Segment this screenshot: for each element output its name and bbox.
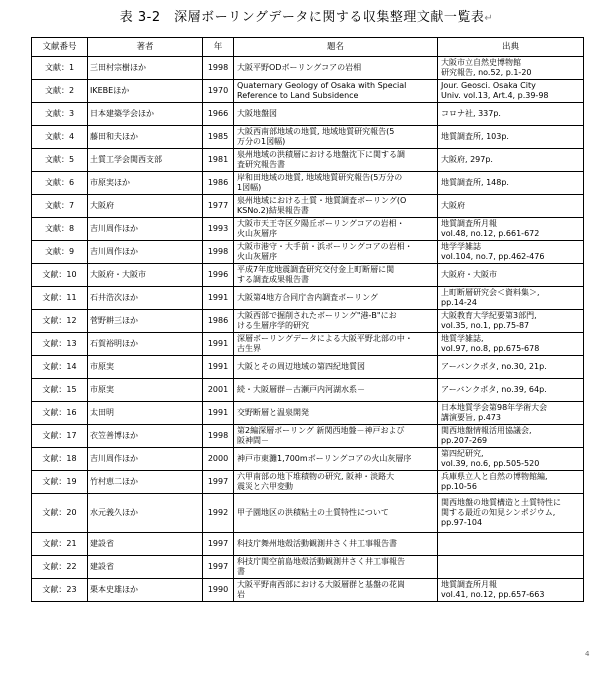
table-row xyxy=(32,241,584,264)
author-cell: 市原実 xyxy=(88,379,203,402)
author-cell: 吉川周作ほか xyxy=(88,448,203,471)
reference-number-cell: 文献：18 xyxy=(32,448,88,471)
table-header-row xyxy=(32,38,584,57)
author-cell: 建設省 xyxy=(88,533,203,556)
source-cell: 地質調査所月報 vol.41, no.12, pp.657-663 xyxy=(438,579,584,602)
header-year: 年 xyxy=(203,38,234,57)
year-cell: 1970 xyxy=(203,80,234,103)
reference-number-cell: 文献：22 xyxy=(32,556,88,579)
source-cell: 地質学雑誌, vol.97, no.8, pp.675-678 xyxy=(438,333,584,356)
source-cell: 大阪府 xyxy=(438,195,584,218)
title-cell: 大阪市天王寺区夕陽丘ボーリングコアの岩相・ 火山灰層序 xyxy=(234,218,438,241)
author-cell: IKEBEほか xyxy=(88,80,203,103)
document-title-text: 表 3-2 深層ボーリングデータに関する収集整理文献一覧表 xyxy=(119,10,485,25)
author-cell: 土質工学会関西支部 xyxy=(88,149,203,172)
title-cell: 大阪市港守・大手前・浜ボーリングコアの岩相・ 火山灰層序 xyxy=(234,241,438,264)
year-cell: 1991 xyxy=(203,402,234,425)
author-cell: 水元義久ほか xyxy=(88,494,203,533)
author-cell: 石賀裕明ほか xyxy=(88,333,203,356)
paragraph-mark-icon: ↵ xyxy=(484,13,494,24)
author-cell: 石井浩次ほか xyxy=(88,287,203,310)
year-cell: 1998 xyxy=(203,241,234,264)
reference-number-cell: 文献：4 xyxy=(32,126,88,149)
title-cell: 大阪第4地方合同庁舎内調査ボーリング xyxy=(234,287,438,310)
year-cell: 2001 xyxy=(203,379,234,402)
source-cell: 大阪教育大学紀要第3部門, vol.35, no.1, pp.75-87 xyxy=(438,310,584,333)
header-title: 題名 xyxy=(234,38,438,57)
table-row xyxy=(32,556,584,579)
table-row xyxy=(32,149,584,172)
table-row xyxy=(32,356,584,379)
reference-number-cell: 文献：12 xyxy=(32,310,88,333)
reference-number-cell: 文献：10 xyxy=(32,264,88,287)
table-row xyxy=(32,579,584,602)
table-row xyxy=(32,80,584,103)
table-row xyxy=(32,287,584,310)
year-cell: 1991 xyxy=(203,333,234,356)
source-cell: 関西地盤情報活用協議会, pp.207-269 xyxy=(438,425,584,448)
year-cell: 2000 xyxy=(203,448,234,471)
reference-number-cell: 文献：2 xyxy=(32,80,88,103)
reference-number-cell: 文献：23 xyxy=(32,579,88,602)
table-row xyxy=(32,310,584,333)
author-cell: 三田村宗樹ほか xyxy=(88,57,203,80)
title-cell: 神戸市東灘1,700mボーリングコアの火山灰層序 xyxy=(234,448,438,471)
reference-number-cell: 文献：7 xyxy=(32,195,88,218)
year-cell: 1981 xyxy=(203,149,234,172)
reference-number-cell: 文献：16 xyxy=(32,402,88,425)
year-cell: 1996 xyxy=(203,264,234,287)
table-row xyxy=(32,494,584,533)
table-row xyxy=(32,402,584,425)
table-row xyxy=(32,533,584,556)
table-row xyxy=(32,264,584,287)
table-row xyxy=(32,471,584,494)
author-cell: 市原実ほか xyxy=(88,172,203,195)
year-cell: 1985 xyxy=(203,126,234,149)
reference-number-cell: 文献：19 xyxy=(32,471,88,494)
table-row xyxy=(32,195,584,218)
table-row xyxy=(32,333,584,356)
year-cell: 1986 xyxy=(203,172,234,195)
author-cell: 大阪府・大阪市 xyxy=(88,264,203,287)
margin-mark: 4 xyxy=(585,650,590,658)
source-cell xyxy=(438,533,584,556)
source-cell: 大阪市立自然史博物館 研究報告, no.52, p.1-20 xyxy=(438,57,584,80)
reference-number-cell: 文献：5 xyxy=(32,149,88,172)
table-row xyxy=(32,379,584,402)
source-cell: Jour. Geosci. Osaka City Univ. vol.13, Art.4, p.39-98 xyxy=(438,80,584,103)
source-cell: 兵庫県立人と自然の博物館編, pp.10-56 xyxy=(438,471,584,494)
source-cell: コロナ社, 337p. xyxy=(438,103,584,126)
source-cell: 大阪府・大阪市 xyxy=(438,264,584,287)
title-cell: 大阪平野ODボーリングコアの岩相 xyxy=(234,57,438,80)
reference-number-cell: 文献：6 xyxy=(32,172,88,195)
title-cell: 大阪西南部地域の地質, 地域地質研究報告(5 万分の1図幅) xyxy=(234,126,438,149)
table-row xyxy=(32,425,584,448)
reference-number-cell: 文献：20 xyxy=(32,494,88,533)
reference-table xyxy=(31,37,584,602)
title-cell: 大阪地盤図 xyxy=(234,103,438,126)
title-cell: 大阪とその周辺地域の第四紀地質図 xyxy=(234,356,438,379)
title-cell: 深層ボーリングデータによる大阪平野北部の中・ 古生界 xyxy=(234,333,438,356)
source-cell: 関西地盤の地質構造と土質特性に 関する最近の知見シンポジウム, pp.97-104 xyxy=(438,494,584,533)
author-cell: 吉川周作ほか xyxy=(88,241,203,264)
source-cell: 上町断層研究会＜資料集＞, pp.14-24 xyxy=(438,287,584,310)
reference-number-cell: 文献：15 xyxy=(32,379,88,402)
title-cell: 泉州地域における土質・地質調査ボーリング(O KSNo.2)結果報告書 xyxy=(234,195,438,218)
author-cell: 日本建築学会ほか xyxy=(88,103,203,126)
year-cell: 1997 xyxy=(203,533,234,556)
author-cell: 吉川周作ほか xyxy=(88,218,203,241)
author-cell: 栗本史雄ほか xyxy=(88,579,203,602)
author-cell: 大阪府 xyxy=(88,195,203,218)
header-reference-number: 文献番号 xyxy=(32,38,88,57)
author-cell: 太田明 xyxy=(88,402,203,425)
title-cell: 泉州地域の洪積層における地盤沈下に関する調 査研究報告書 xyxy=(234,149,438,172)
year-cell: 1990 xyxy=(203,579,234,602)
reference-number-cell: 文献：14 xyxy=(32,356,88,379)
reference-number-cell: 文献：13 xyxy=(32,333,88,356)
year-cell: 1991 xyxy=(203,287,234,310)
title-cell: 交野断層と温泉開発 xyxy=(234,402,438,425)
source-cell: 第四紀研究, vol.39, no.6, pp.505-520 xyxy=(438,448,584,471)
title-cell: 大阪西部で掘削されたボーリング"港-B"にお ける生層序学的研究 xyxy=(234,310,438,333)
source-cell: 大阪府, 297p. xyxy=(438,149,584,172)
table-row xyxy=(32,103,584,126)
author-cell: 竹村恵二ほか xyxy=(88,471,203,494)
title-cell: 六甲南部の地下堆積物の研究, 阪神・淡路大 震災と六甲変動 xyxy=(234,471,438,494)
reference-number-cell: 文献：17 xyxy=(32,425,88,448)
title-cell: 岸和田地域の地質, 地域地質研究報告(5万分の 1図幅) xyxy=(234,172,438,195)
table-row xyxy=(32,172,584,195)
source-cell: 地学学雑誌 vol.104, no.7, pp.462-476 xyxy=(438,241,584,264)
table-row xyxy=(32,448,584,471)
reference-number-cell: 文献：21 xyxy=(32,533,88,556)
author-cell: 衣笠善博ほか xyxy=(88,425,203,448)
title-cell: 続・大阪層群－古瀬戸内河湖水系－ xyxy=(234,379,438,402)
year-cell: 1992 xyxy=(203,494,234,533)
year-cell: 1998 xyxy=(203,57,234,80)
source-cell: 地質調査所, 103p. xyxy=(438,126,584,149)
source-cell: アーバンクボタ, no.30, 21p. xyxy=(438,356,584,379)
year-cell: 1997 xyxy=(203,556,234,579)
year-cell: 1997 xyxy=(203,471,234,494)
author-cell: 藤田和夫ほか xyxy=(88,126,203,149)
year-cell: 1966 xyxy=(203,103,234,126)
document-title xyxy=(0,6,613,25)
source-cell: アーバンクボタ, no.39, 64p. xyxy=(438,379,584,402)
title-cell: 科技庁関空前島地殻活動観測井さく井工事報告 書 xyxy=(234,556,438,579)
source-cell: 日本地質学会第98年学術大会 講演要旨, p.473 xyxy=(438,402,584,425)
author-cell: 市原実 xyxy=(88,356,203,379)
year-cell: 1977 xyxy=(203,195,234,218)
title-cell: 第2編深層ボーリング 新関西地盤－神戸および 阪神間－ xyxy=(234,425,438,448)
reference-number-cell: 文献：1 xyxy=(32,57,88,80)
reference-number-cell: 文献：11 xyxy=(32,287,88,310)
title-cell: 大阪平野南西部における大阪層群と基盤の花崗 岩 xyxy=(234,579,438,602)
year-cell: 1986 xyxy=(203,310,234,333)
source-cell: 地質調査所, 148p. xyxy=(438,172,584,195)
source-cell: 地質調査所月報 vol.48, no.12, p.661-672 xyxy=(438,218,584,241)
title-cell: 平成7年度地震調査研究交付金上町断層に関 する調査成果報告書 xyxy=(234,264,438,287)
table-row xyxy=(32,126,584,149)
year-cell: 1991 xyxy=(203,356,234,379)
title-cell: 甲子園地区の洪積粘土の土質特性について xyxy=(234,494,438,533)
title-cell: 科技庁舞州地殻活動観測井さく井工事報告書 xyxy=(234,533,438,556)
header-author: 著者 xyxy=(88,38,203,57)
source-cell xyxy=(438,556,584,579)
author-cell: 建設省 xyxy=(88,556,203,579)
author-cell: 菅野耕三ほか xyxy=(88,310,203,333)
reference-number-cell: 文献：8 xyxy=(32,218,88,241)
reference-number-cell: 文献：3 xyxy=(32,103,88,126)
year-cell: 1993 xyxy=(203,218,234,241)
year-cell: 1998 xyxy=(203,425,234,448)
table-row xyxy=(32,57,584,80)
table-row xyxy=(32,218,584,241)
title-cell: Quaternary Geology of Osaka with Special Reference to Land Subsidence xyxy=(234,80,438,103)
reference-number-cell: 文献：9 xyxy=(32,241,88,264)
header-source: 出典 xyxy=(438,38,584,57)
table-body xyxy=(32,57,584,602)
